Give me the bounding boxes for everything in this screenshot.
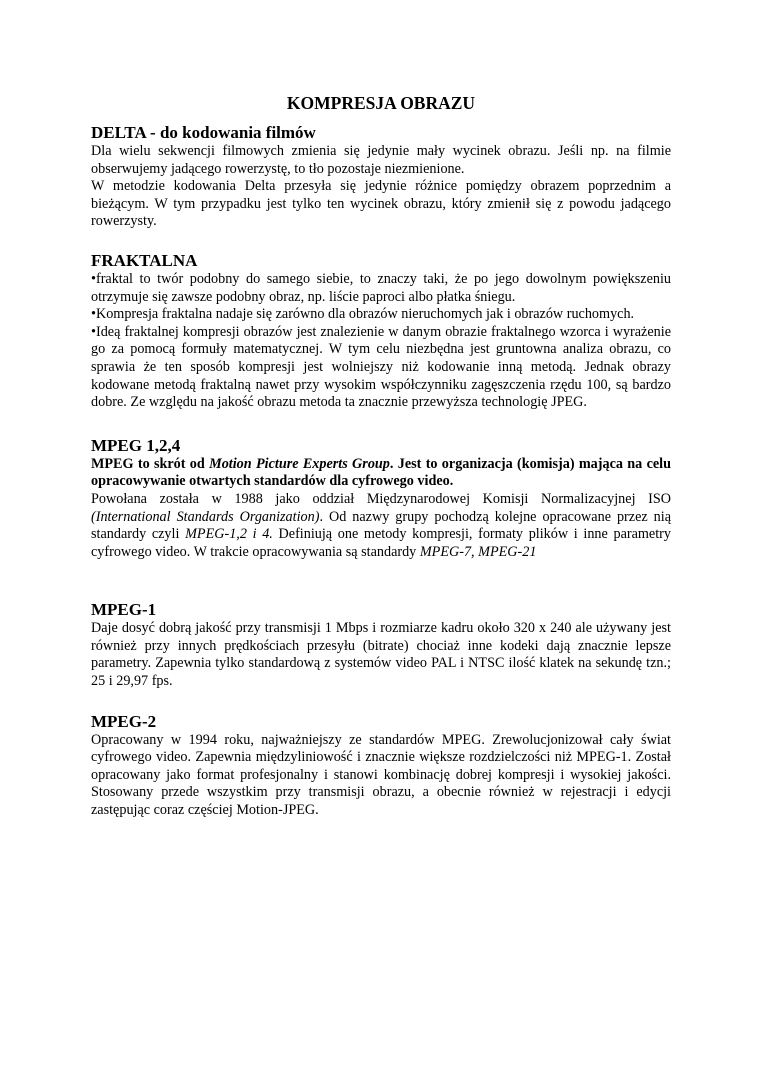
document-body [91, 92, 671, 820]
mpeg1-heading: MPEG-1 [91, 600, 157, 620]
mpeg124-intro [91, 456, 671, 491]
delta-heading: DELTA - do kodowania filmów [91, 123, 316, 142]
mpeg124-heading: MPEG 1,2,4 [91, 435, 181, 455]
mpeg124-text-2: . Od nazwy grupy pochodzą kolejne opracowane przez nią standardy czyli [91, 508, 671, 543]
page-title: KOMPRESJA OBRAZU [286, 93, 476, 113]
mpeg124-text-1: Powołana została w 1988 jako oddział Międzynarodowej Komisji Normalizacyjnej ISO [91, 490, 671, 507]
mpeg124-paragraph [91, 491, 671, 561]
mpeg124-italic-2: MPEG-1,2 i 4. [185, 526, 273, 543]
mpeg124-intro-bold-b: . Jest to organizacja (komisja) mająca na celu opracowywanie otwartych standardów dla cyfrowego video. [91, 455, 671, 490]
mpeg2-heading: MPEG-2 [91, 711, 157, 731]
section-mpeg-2 [91, 711, 671, 820]
delta-paragraph-2: W metodzie kodowania Delta przesyła się jedynie różnice pomiędzy obrazem poprzednim a bieżącym. W tym przypadku jest tylko ten wycinek obrazu, który zmienił się z powodu jadącego rowerzysty. [91, 178, 671, 230]
mpeg124-intro-bold-a: MPEG to skrót od [91, 455, 210, 472]
mpeg124-text-3: Definiują one metody kompresji, formaty plików i inne parametry cyfrowego video. W trakcie opracowywania są standardy [91, 526, 671, 560]
fraktalna-paragraph-1: •fraktal to twór podobny do samego siebie, to znaczy taki, że po jego dowolnym powiększeniu otrzymuje się zawsze podobny obraz, np. liście paproci albo płatka śniegu. [91, 270, 671, 305]
mpeg1-paragraph: Daje dosyć dobrą jakość przy transmisji 1 Mbps i rozmiarze kadru około 320 x 240 ale używany jest również przy innych prędkościach przesyłu (bitrate) chociaż inne kodeki dają znacznie lepsze parametry. Zapewnia tylko standardową z systemów video PAL i NTSC ilość klatek na sekundę tzn.; 25 i 29,97 fps. [91, 620, 671, 690]
fraktalna-paragraph-3: •Ideą fraktalnej kompresji obrazów jest znalezienie w danym obrazie fraktalnego wzorca i wyrażenie go za pomocą formuły matematycznej. W tym celu niezbędna jest gruntowna analiza obrazu, co sprawia że ten sposób kompresji jest wolniejszy niż kodowanie inną metodą. Jednak obrazy kodowane metodą fraktalną nawet przy wysokim współczynniku zagęszczenia rzędu 100, są bardzo dobre. Ze względu na jakość obrazu metoda ta znacznie przewyższa technologię JPEG. [91, 323, 671, 411]
section-mpeg-124 [91, 435, 671, 562]
section-mpeg-1 [91, 599, 671, 690]
fraktalna-paragraph-2: •Kompresja fraktalna nadaje się zarówno dla obrazów nieruchomych jak i obrazów ruchomych. [91, 306, 635, 323]
mpeg2-paragraph: Opracowany w 1994 roku, najważniejszy ze standardów MPEG. Zrewolucjonizował cały świat cyfrowego video. Zapewnia międzyliniowość i znacznie większe rozdzielczości niż MPEG-1. Został opracowany jako format profesjonalny i stanowi kombinację dobrej kompresji i wysokiej jakości. Stosowany przede wszystkim przy transmisji obrazu, a obecnie również w rejestracji i edycji zastępując coraz częściej Motion-JPEG. [91, 731, 671, 819]
mpeg124-intro-bold-italic: Motion Picture Experts Group [209, 455, 390, 472]
mpeg124-italic-1: (International Standards Organization) [91, 508, 320, 525]
fraktalna-heading: FRAKTALNA [91, 250, 198, 270]
delta-paragraph-1: Dla wielu sekwencji filmowych zmienia się jedynie mały wycinek obrazu. Jeśli np. na filmie obserwujemy jadącego rowerzystę, to tło pozostaje niezmienione. [91, 143, 671, 177]
section-delta [91, 122, 671, 231]
mpeg124-italic-3: MPEG-7, MPEG-21 [419, 543, 537, 560]
section-fraktalna [91, 250, 671, 412]
